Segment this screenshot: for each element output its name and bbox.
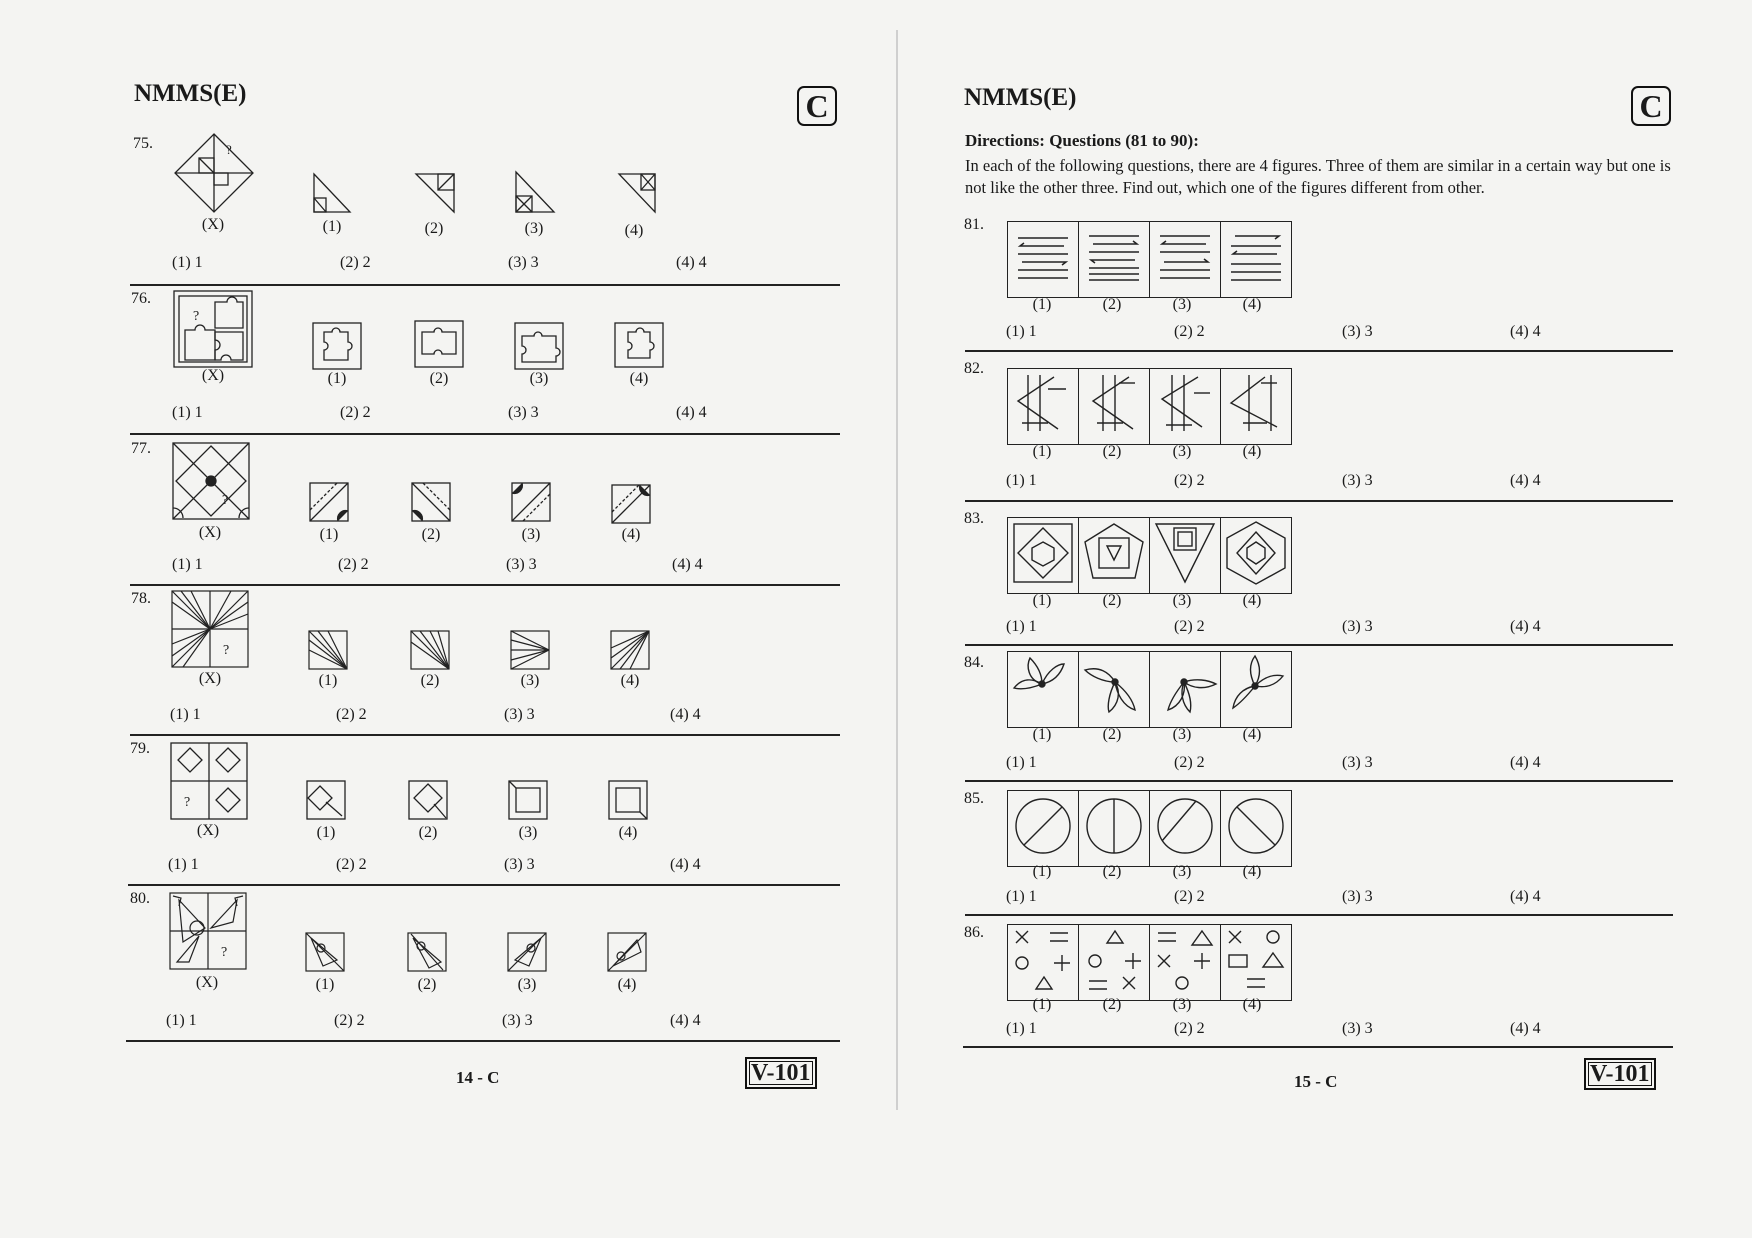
divider — [130, 433, 840, 435]
divider — [126, 1040, 840, 1042]
figure-label: (X) — [201, 216, 225, 233]
directions-title: Directions: Questions (81 to 90): — [965, 131, 1199, 150]
answer-option[interactable]: (4) 4 — [670, 706, 701, 723]
figure-label: (4) — [620, 672, 640, 689]
question-number: 86. — [964, 924, 984, 941]
answer-option[interactable]: (3) 3 — [504, 706, 535, 723]
question-number: 78. — [131, 590, 151, 607]
svg-text:?: ? — [226, 142, 232, 157]
figure-label: (4) — [618, 824, 638, 841]
figure-label: (3) — [521, 526, 541, 543]
answer-option[interactable]: (2) 2 — [1174, 1020, 1205, 1037]
answer-option[interactable]: (3) 3 — [1342, 1020, 1373, 1037]
q85-figure-4 — [1221, 790, 1292, 867]
figure-label: (3) — [1172, 726, 1192, 743]
page-header: NMMS(E) — [134, 80, 247, 107]
divider — [963, 1046, 1673, 1048]
version-badge: V-101 — [745, 1057, 817, 1089]
divider — [965, 500, 1673, 502]
answer-option[interactable]: (3) 3 — [508, 404, 539, 421]
figure-label: (X) — [201, 367, 225, 384]
answer-option[interactable]: (2) 2 — [1174, 754, 1205, 771]
figure-label: (1) — [1032, 592, 1052, 609]
q75-figure-x — [173, 132, 255, 214]
page-number: 15 - C — [1294, 1072, 1338, 1091]
answer-option[interactable]: (1) 1 — [172, 556, 203, 573]
figure-label: (X) — [196, 822, 220, 839]
version-badge: V-101 — [1584, 1058, 1656, 1090]
answer-option[interactable]: (3) 3 — [1342, 888, 1373, 905]
figure-label: (1) — [327, 370, 347, 387]
q80-figure-4 — [607, 932, 647, 972]
figure-label: (2) — [420, 672, 440, 689]
q75-figure-4 — [617, 172, 657, 214]
q80-figure-2 — [407, 932, 447, 972]
q83-figures — [1007, 517, 1292, 594]
figure-label: (1) — [1032, 443, 1052, 460]
question-number: 76. — [131, 290, 151, 307]
figure-label: (3) — [518, 824, 538, 841]
figure-label: (4) — [1242, 863, 1262, 880]
answer-option[interactable]: (3) 3 — [1342, 754, 1373, 771]
set-code-badge: C — [797, 86, 837, 126]
figure-label: (2) — [417, 976, 437, 993]
q82-figure-1 — [1007, 368, 1079, 445]
right-page — [900, 0, 1752, 1238]
answer-option[interactable]: (1) 1 — [166, 1012, 197, 1029]
answer-option[interactable]: (1) 1 — [1006, 888, 1037, 905]
q83-figure-3 — [1150, 517, 1221, 594]
figure-label: (1) — [1032, 726, 1052, 743]
figure-label: (2) — [1102, 863, 1122, 880]
figure-label: (3) — [1172, 592, 1192, 609]
figure-label: (4) — [621, 526, 641, 543]
q77-figure-2 — [411, 482, 451, 522]
q76-figure-4 — [614, 322, 664, 368]
answer-option[interactable]: (2) 2 — [336, 856, 367, 873]
q85-figures — [1007, 790, 1292, 867]
q76-figure-2 — [414, 320, 464, 368]
divider — [965, 644, 1673, 646]
set-code-badge: C — [1631, 86, 1671, 126]
figure-label: (X) — [198, 524, 222, 541]
q82-figure-2 — [1079, 368, 1150, 445]
divider — [130, 284, 840, 286]
divider — [130, 734, 840, 736]
q85-figure-2 — [1079, 790, 1150, 867]
figure-label: (2) — [1102, 296, 1122, 313]
q86-figure-1 — [1007, 924, 1079, 1001]
answer-option[interactable]: (4) 4 — [670, 856, 701, 873]
q86-figures — [1007, 924, 1292, 1001]
answer-option[interactable]: (1) 1 — [1006, 472, 1037, 489]
answer-option[interactable]: (4) 4 — [1510, 1020, 1541, 1037]
answer-option[interactable]: (4) 4 — [672, 556, 703, 573]
q84-figure-3 — [1150, 651, 1221, 728]
q75-figure-3 — [514, 170, 556, 214]
svg-text:?: ? — [193, 309, 200, 324]
figure-label: (1) — [315, 976, 335, 993]
figure-label: (2) — [429, 370, 449, 387]
divider — [130, 584, 840, 586]
q80-figure-x — [169, 892, 247, 970]
q75-figure-2 — [414, 172, 456, 214]
q82-figure-3 — [1150, 368, 1221, 445]
figure-label: (3) — [520, 672, 540, 689]
figure-label: (1) — [1032, 296, 1052, 313]
answer-option[interactable]: (3) 3 — [504, 856, 535, 873]
answer-option[interactable]: (3) 3 — [1342, 618, 1373, 635]
answer-option[interactable]: (4) 4 — [670, 1012, 701, 1029]
q85-figure-1 — [1007, 790, 1079, 867]
answer-option[interactable]: (2) 2 — [1174, 618, 1205, 635]
q79-figure-2 — [408, 780, 448, 820]
svg-text:?: ? — [222, 493, 229, 508]
figure-label: (4) — [1242, 592, 1262, 609]
page-number: 14 - C — [456, 1068, 500, 1087]
answer-option[interactable]: (1) 1 — [1006, 323, 1037, 340]
q77-figure-1 — [309, 482, 349, 522]
question-number: 83. — [964, 510, 984, 527]
figure-label: (3) — [1172, 296, 1192, 313]
q81-figure-1 — [1007, 221, 1079, 298]
q81-figures — [1007, 221, 1292, 298]
divider — [965, 780, 1673, 782]
figure-label: (1) — [1032, 996, 1052, 1013]
figure-label: (2) — [1102, 996, 1122, 1013]
answer-option[interactable]: (2) 2 — [1174, 472, 1205, 489]
q79-figure-3 — [508, 780, 548, 820]
question-number: 77. — [131, 440, 151, 457]
q84-figure-1 — [1007, 651, 1079, 728]
answer-option[interactable]: (4) 4 — [1510, 754, 1541, 771]
divider — [128, 884, 840, 886]
figure-label: (2) — [1102, 592, 1122, 609]
answer-option[interactable]: (4) 4 — [1510, 323, 1541, 340]
figure-label: (2) — [1102, 726, 1122, 743]
answer-option[interactable]: (4) 4 — [1510, 618, 1541, 635]
q77-figure-x — [172, 442, 250, 520]
q76-figure-x — [173, 290, 253, 368]
figure-label: (4) — [1242, 296, 1262, 313]
figure-label: (4) — [1242, 726, 1262, 743]
answer-option[interactable]: (2) 2 — [1174, 323, 1205, 340]
question-number: 84. — [964, 654, 984, 671]
answer-option[interactable]: (1) 1 — [1006, 754, 1037, 771]
figure-label: (1) — [322, 218, 342, 235]
q80-figure-3 — [507, 932, 547, 972]
question-number: 75. — [133, 135, 153, 152]
question-number: 80. — [130, 890, 150, 907]
figure-label: (2) — [1102, 443, 1122, 460]
q86-figure-3 — [1150, 924, 1221, 1001]
q83-figure-1 — [1007, 517, 1079, 594]
figure-label: (X) — [198, 670, 222, 687]
q80-figure-1 — [305, 932, 345, 972]
q79-figure-4 — [608, 780, 648, 820]
q77-figure-4 — [611, 484, 651, 524]
q84-figures — [1007, 651, 1292, 728]
q84-figure-4 — [1221, 651, 1292, 728]
q79-figure-x — [170, 742, 248, 820]
answer-option[interactable]: (3) 3 — [1342, 472, 1373, 489]
figure-label: (4) — [629, 370, 649, 387]
page-header: NMMS(E) — [964, 84, 1077, 111]
answer-option[interactable]: (1) 1 — [1006, 618, 1037, 635]
figure-label: (2) — [421, 526, 441, 543]
question-number: 81. — [964, 216, 984, 233]
q86-figure-2 — [1079, 924, 1150, 1001]
divider — [965, 914, 1673, 916]
figure-label: (1) — [1032, 863, 1052, 880]
answer-option[interactable]: (2) 2 — [340, 254, 371, 271]
figure-label: (2) — [418, 824, 438, 841]
answer-option[interactable]: (3) 3 — [1342, 323, 1373, 340]
figure-label: (4) — [1242, 996, 1262, 1013]
figure-label: (3) — [517, 976, 537, 993]
answer-option[interactable]: (3) 3 — [508, 254, 539, 271]
figure-label: (1) — [318, 672, 338, 689]
answer-option[interactable]: (1) 1 — [172, 404, 203, 421]
answer-option[interactable]: (1) 1 — [1006, 1020, 1037, 1037]
q78-figure-2 — [410, 630, 450, 670]
figure-label: (3) — [1172, 996, 1192, 1013]
q75-figure-1 — [312, 172, 352, 214]
question-number: 82. — [964, 360, 984, 377]
answer-option[interactable]: (1) 1 — [170, 706, 201, 723]
divider — [965, 350, 1673, 352]
q78-figure-1 — [308, 630, 348, 670]
answer-option[interactable]: (2) 2 — [338, 556, 369, 573]
answer-option[interactable]: (2) 2 — [336, 706, 367, 723]
figure-label: (1) — [316, 824, 336, 841]
q77-figure-3 — [511, 482, 551, 522]
q81-figure-2 — [1079, 221, 1150, 298]
svg-text:?: ? — [221, 945, 228, 960]
answer-option[interactable]: (4) 4 — [676, 404, 707, 421]
figure-label: (X) — [195, 974, 219, 991]
answer-option[interactable]: (3) 3 — [506, 556, 537, 573]
figure-label: (4) — [1242, 443, 1262, 460]
q83-figure-2 — [1079, 517, 1150, 594]
figure-label: (3) — [524, 220, 544, 237]
answer-option[interactable]: (4) 4 — [1510, 472, 1541, 489]
figure-label: (1) — [319, 526, 339, 543]
q76-figure-1 — [312, 322, 362, 370]
svg-text:?: ? — [184, 795, 191, 810]
answer-option[interactable]: (1) 1 — [172, 254, 203, 271]
q79-figure-1 — [306, 780, 346, 820]
q78-figure-3 — [510, 630, 550, 670]
answer-option[interactable]: (2) 2 — [340, 404, 371, 421]
figure-label: (3) — [1172, 863, 1192, 880]
figure-label: (4) — [617, 976, 637, 993]
q81-figure-4 — [1221, 221, 1292, 298]
q78-figure-x — [171, 590, 249, 668]
q84-figure-2 — [1079, 651, 1150, 728]
answer-option[interactable]: (2) 2 — [334, 1012, 365, 1029]
answer-option[interactable]: (1) 1 — [168, 856, 199, 873]
answer-option[interactable]: (3) 3 — [502, 1012, 533, 1029]
figure-label: (2) — [424, 220, 444, 237]
q78-figure-4 — [610, 630, 650, 670]
q81-figure-3 — [1150, 221, 1221, 298]
figure-label: (3) — [1172, 443, 1192, 460]
question-number: 85. — [964, 790, 984, 807]
q76-figure-3 — [514, 322, 564, 370]
answer-option[interactable]: (4) 4 — [1510, 888, 1541, 905]
answer-option[interactable]: (4) 4 — [676, 254, 707, 271]
q86-figure-4 — [1221, 924, 1292, 1001]
q83-figure-4 — [1221, 517, 1292, 594]
svg-text:?: ? — [223, 643, 230, 658]
figure-label: (4) — [624, 222, 644, 239]
question-number: 79. — [130, 740, 150, 757]
q85-figure-3 — [1150, 790, 1221, 867]
answer-option[interactable]: (2) 2 — [1174, 888, 1205, 905]
q82-figure-4 — [1221, 368, 1292, 445]
figure-label: (3) — [529, 370, 549, 387]
directions-text: In each of the following questions, there are 4 figures. Three of them are similar in a certain way but one is not like the other three. Find out, which one of the figures different from other. — [965, 156, 1671, 197]
q82-figures — [1007, 368, 1292, 445]
